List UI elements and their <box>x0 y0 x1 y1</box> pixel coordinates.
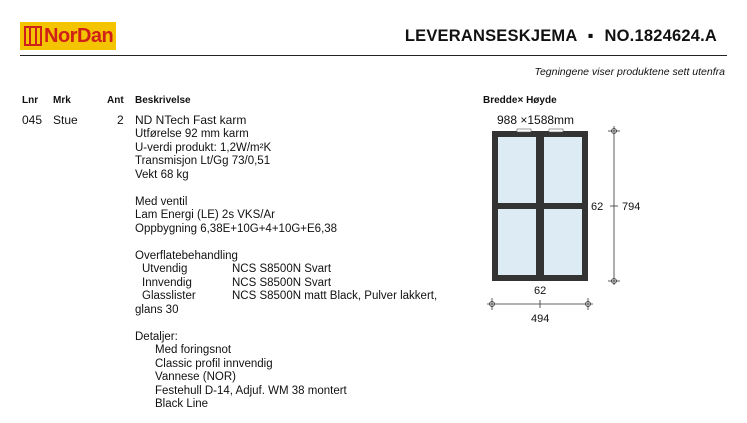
height-dim-mid: 62 <box>591 201 604 213</box>
product-name: ND NTech Fast karm <box>135 113 247 127</box>
mark: Stue <box>53 113 78 127</box>
glass-pane-bottom-right <box>544 209 582 275</box>
surface-value: NCS S8500N matt Black, Pulver lakkert, <box>232 290 438 302</box>
spec-line: U-verdi produkt: 1,2W/m²K <box>135 141 272 154</box>
surface-value: NCS S8500N Svart <box>232 263 332 275</box>
height-dim-total: 794 <box>622 201 641 213</box>
product-size: 988 ×1588mm <box>497 113 575 127</box>
detail-line: Med foringsnot <box>155 344 232 356</box>
spec-line: Utførelse 92 mm karm <box>135 128 249 140</box>
glass-pane-bottom-left <box>498 209 536 275</box>
surface-title: Overflatebehandling <box>135 249 238 262</box>
width-dim-total: 494 <box>531 313 550 325</box>
col-size: Bredde× Høyde <box>483 95 557 106</box>
quantity: 2 <box>117 113 124 127</box>
surface-row <box>135 277 437 291</box>
detail-line: Festehull D-14, Adjuf. WM 38 montert <box>155 384 347 397</box>
surface-label: Utvendig <box>142 263 188 275</box>
nordan-logo <box>20 22 116 50</box>
drawing-note: Tegningene viser produktene sett utenfra <box>534 66 725 78</box>
line-number: 045 <box>22 113 43 127</box>
detail-line: Vannese (NOR) <box>155 371 236 383</box>
top-fitting-left <box>517 129 531 132</box>
title-separator: ▪ <box>587 27 594 45</box>
detail-line: Black Line <box>155 398 209 410</box>
spec-line: Vekt 68 kg <box>135 168 189 181</box>
surface-label: Glasslister <box>142 290 196 302</box>
surface-row <box>135 290 437 304</box>
col-description: Beskrivelse <box>135 95 191 106</box>
surface-label: Innvendig <box>142 276 192 289</box>
logo-text: NorDan <box>44 25 114 47</box>
col-ant: Ant <box>107 95 124 106</box>
header-rule <box>20 55 727 56</box>
glass-line: Oppbygning 6,38E+10G+4+10G+E6,38 <box>135 222 338 235</box>
detail-line: Classic profil innvendig <box>155 357 273 370</box>
col-mrk: Mrk <box>53 95 71 106</box>
document-number: NO.1824624.A <box>604 27 717 45</box>
title-text: LEVERANSESKJEMA <box>404 27 577 45</box>
surface-row <box>135 263 437 277</box>
ventilation-line: Med ventil <box>135 195 188 208</box>
surface-continuation: glans 30 <box>135 303 179 316</box>
description-block <box>135 128 437 412</box>
surface-value: NCS S8500N Svart <box>232 276 332 289</box>
details-title: Detaljer: <box>135 330 178 343</box>
glass-pane-top-right <box>544 137 582 203</box>
top-fitting-right <box>549 129 563 132</box>
spec-line: Transmisjon Lt/Gg 73/0,51 <box>135 155 271 167</box>
col-lnr: Lnr <box>22 95 39 106</box>
window-logo-icon <box>24 26 42 46</box>
window-drawing <box>480 122 640 332</box>
glass-pane-top-left <box>498 137 536 203</box>
width-dim-mid: 62 <box>534 285 547 297</box>
document-title <box>405 27 717 46</box>
glass-line: Lam Energi (LE) 2s VKS/Ar <box>135 209 275 221</box>
